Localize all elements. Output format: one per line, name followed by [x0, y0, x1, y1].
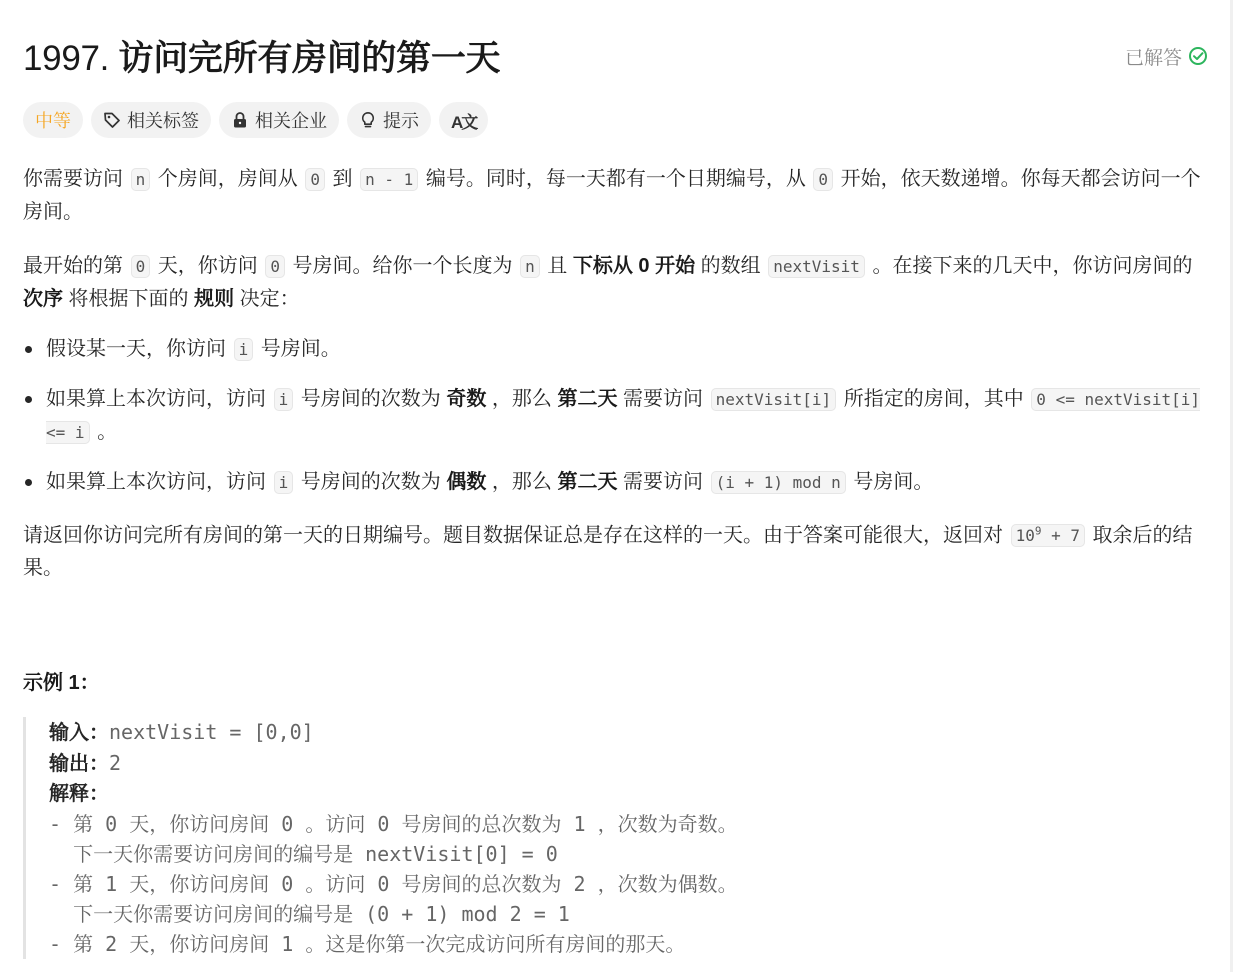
bold-text: 第二天 [557, 388, 618, 410]
text: 将根据下面的 [63, 288, 195, 310]
text: 最开始的第 [23, 255, 129, 277]
problem-title[interactable] [23, 31, 500, 81]
example-block [23, 717, 1208, 959]
related-tags-label: 相关标签 [127, 111, 199, 131]
inline-code: i [234, 338, 254, 361]
code-base: 10 [1015, 526, 1035, 546]
explain-line: - 第 1 天，你访问房间 0 。访问 0 号房间的总次数为 2 ，次数为偶数。 [49, 872, 738, 897]
example-output-line [49, 748, 1208, 779]
desc-paragraph-1 [23, 163, 1208, 228]
inline-code: n [520, 255, 540, 278]
output-label: 输出： [49, 753, 109, 776]
text: 所指定的房间，其中 [838, 388, 1030, 410]
text: 到 [326, 168, 359, 190]
text: 如果算上本次访问，访问 [46, 388, 272, 410]
check-circle-icon [1188, 46, 1208, 66]
solved-label: 已解答 [1124, 47, 1182, 69]
inline-code: 0 [265, 255, 285, 278]
inline-code: i [274, 471, 294, 494]
bold-text: 次序 [23, 288, 63, 310]
inline-code: 0 [131, 255, 151, 278]
desc-paragraph-3 [23, 516, 1208, 584]
text: 号房间。给你一个长度为 [286, 255, 519, 277]
text: 号房间的次数为 [295, 471, 447, 493]
translate-button[interactable] [439, 102, 488, 138]
lock-icon [231, 111, 249, 129]
code-exponent: 9 [1034, 525, 1042, 538]
text: 。 [91, 421, 118, 443]
inline-code: nextVisit[i] [711, 388, 837, 411]
hint-label: 提示 [383, 111, 419, 131]
inline-code: n - 1 [360, 168, 418, 191]
difficulty-badge [23, 102, 83, 138]
list-item [23, 383, 1208, 449]
text: ，那么 [486, 388, 558, 410]
input-value: nextVisit = [0,0] [109, 720, 314, 745]
problem-name: 访问完所有房间的第一天 [118, 39, 501, 78]
explain-line: - 第 2 天，你访问房间 1 。这是你第一次完成访问所有房间的那天。 [49, 932, 686, 957]
code-rest: + 7 [1041, 526, 1080, 546]
text: 号房间。 [847, 471, 934, 493]
text: 。在接下来的几天中，你访问房间的 [866, 255, 1193, 277]
translate-icon: A文 [451, 112, 477, 132]
problem-number: 1997. [23, 39, 110, 78]
inline-code [1011, 524, 1085, 547]
bold-text: 第二天 [557, 471, 618, 493]
text: 需要访问 [617, 471, 709, 493]
text: 需要访问 [617, 388, 709, 410]
tag-icon [103, 111, 121, 129]
text: 取余后的结果。 [23, 524, 1193, 580]
text: 号房间的次数为 [295, 388, 447, 410]
text: 假设某一天，你访问 [46, 338, 232, 360]
text: 且 [541, 255, 573, 277]
text: 开始，依天数递增。你每天都会访问一个房间。 [23, 168, 1201, 223]
related-tags-button[interactable] [91, 102, 211, 138]
text: 号房间。 [255, 338, 341, 360]
solved-status [1125, 43, 1208, 70]
inline-code: 0 [305, 168, 325, 191]
explain-line: 下一天你需要访问房间的编号是 nextVisit[0] = 0 [49, 842, 558, 867]
desc-paragraph-2 [23, 250, 1208, 315]
example-input-line [49, 717, 1208, 748]
explain-line: 下一天你需要访问房间的编号是 (0 + 1) mod 2 = 1 [49, 902, 570, 927]
bold-text: 偶数 [446, 471, 487, 493]
example-explain-line [49, 779, 1208, 809]
lightbulb-icon [359, 111, 377, 129]
bold-text: 奇数 [446, 388, 487, 410]
text: 个房间，房间从 [152, 168, 304, 190]
text: ，那么 [486, 471, 558, 493]
title-row [23, 30, 1208, 82]
inline-code: 0 <= nextVisit[i] <= i [46, 390, 1201, 442]
explain-line: - 第 0 天，你访问房间 0 。访问 0 号房间的总次数为 1 ，次数为奇数。 [49, 812, 738, 837]
related-companies-button[interactable] [219, 102, 339, 138]
problem-description [23, 30, 1208, 959]
text: 你需要访问 [23, 168, 129, 190]
text: 的数组 [695, 255, 767, 277]
text: 如果算上本次访问，访问 [46, 471, 272, 493]
inline-code: (i + 1) mod n [711, 471, 846, 494]
inline-code: n [131, 168, 151, 191]
inline-code: i [274, 388, 294, 411]
tag-bar [23, 102, 1208, 138]
inline-code: nextVisit [768, 255, 865, 278]
text: 天，你访问 [152, 255, 264, 277]
bold-text: 下标从 0 开始 [572, 255, 696, 277]
input-label: 输入： [49, 722, 109, 745]
example-title: 示例 1： [23, 672, 100, 695]
list-item [23, 333, 1208, 366]
rules-list [23, 333, 1208, 499]
difficulty-label: 中等 [35, 111, 71, 131]
related-companies-label: 相关企业 [255, 111, 327, 131]
text: 编号。同时，每一天都有一个日期编号，从 [420, 168, 812, 190]
list-item [23, 466, 1208, 499]
hint-button[interactable] [347, 102, 431, 138]
text: 决定： [234, 288, 300, 310]
text: 请返回你访问完所有房间的第一天的日期编号。题目数据保证总是存在这样的一天。由于答案可能很大，返回对 [23, 524, 1009, 547]
bold-text: 规则 [194, 288, 235, 310]
output-value: 2 [109, 751, 122, 776]
inline-code: 0 [813, 168, 833, 191]
explain-label: 解释： [49, 783, 109, 806]
